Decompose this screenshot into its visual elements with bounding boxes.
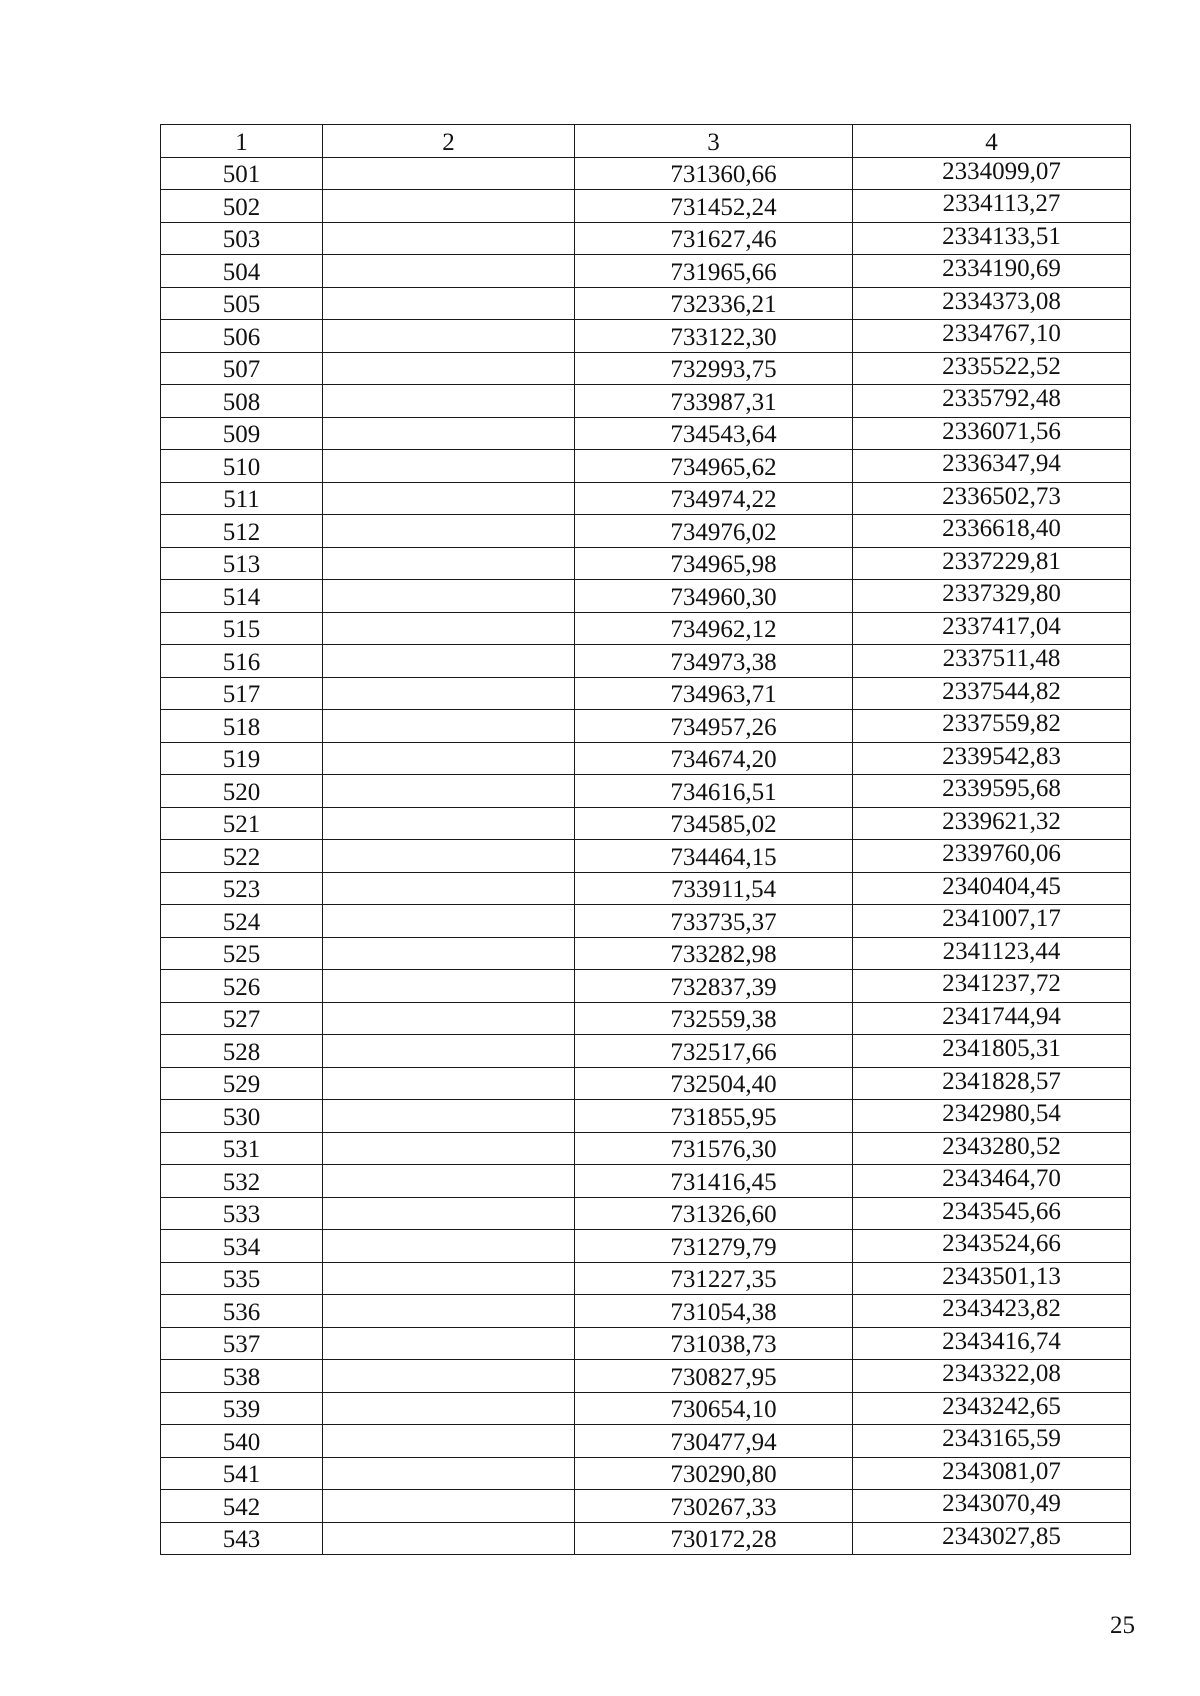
table-cell-col-1: 512: [161, 515, 323, 548]
table-cell-col-4: 2343027,85: [853, 1522, 1131, 1555]
table-cell-col-4: 2339595,68: [853, 775, 1131, 808]
table-cell-col-1: 504: [161, 255, 323, 288]
table-row: [161, 775, 1131, 808]
table-cell-col-1: 505: [161, 287, 323, 320]
table-cell-col-1: 516: [161, 645, 323, 678]
table-row: [161, 547, 1131, 580]
table-cell-col-4: 2337329,80: [853, 580, 1131, 613]
table-cell-col-1: 540: [161, 1425, 323, 1458]
table-cell-col-3: 730290,80: [575, 1457, 853, 1490]
table-cell-col-2: [323, 612, 575, 645]
table-cell-col-2: [323, 710, 575, 743]
table-cell-col-3: 734976,02: [575, 515, 853, 548]
table-cell-col-3: 731416,45: [575, 1165, 853, 1198]
table-row: [161, 742, 1131, 775]
table-cell-col-1: 517: [161, 677, 323, 710]
page-number: 25: [1110, 1612, 1135, 1639]
table-row: [161, 417, 1131, 450]
table-cell-col-2: [323, 157, 575, 190]
table-row: [161, 190, 1131, 223]
table-row: [161, 515, 1131, 548]
table-cell-col-4: 2336502,73: [853, 482, 1131, 515]
table-cell-col-2: [323, 222, 575, 255]
table-cell-col-2: [323, 515, 575, 548]
table-cell-col-4: 2334373,08: [853, 287, 1131, 320]
table-cell-col-2: [323, 190, 575, 223]
table-cell-col-1: 518: [161, 710, 323, 743]
table-cell-col-3: 730477,94: [575, 1425, 853, 1458]
table-cell-col-4: 2335522,52: [853, 352, 1131, 385]
table-cell-col-3: 732837,39: [575, 970, 853, 1003]
table-cell-col-3: 731965,66: [575, 255, 853, 288]
table-cell-col-4: 2341744,94: [853, 1002, 1131, 1035]
table-cell-col-4: 2341828,57: [853, 1067, 1131, 1100]
table-cell-col-2: [323, 547, 575, 580]
table-row: [161, 1327, 1131, 1360]
table-cell-col-4: 2336071,56: [853, 417, 1131, 450]
table-cell-col-4: 2334099,07: [853, 157, 1131, 190]
table-cell-col-4: 2336347,94: [853, 450, 1131, 483]
table-row: [161, 1230, 1131, 1263]
table-cell-col-1: 543: [161, 1522, 323, 1555]
table-row: [161, 677, 1131, 710]
table-cell-col-4: 2337229,81: [853, 547, 1131, 580]
table-cell-col-3: 730827,95: [575, 1360, 853, 1393]
table-cell-col-4: 2339621,32: [853, 807, 1131, 840]
table-cell-col-2: [323, 807, 575, 840]
table-cell-col-3: 734963,71: [575, 677, 853, 710]
table-cell-col-3: 733282,98: [575, 937, 853, 970]
table-cell-col-3: 731627,46: [575, 222, 853, 255]
table-cell-col-4: 2337559,82: [853, 710, 1131, 743]
table-cell-col-2: [323, 1425, 575, 1458]
table-cell-col-2: [323, 1197, 575, 1230]
table-cell-col-1: 508: [161, 385, 323, 418]
table-cell-col-3: 734957,26: [575, 710, 853, 743]
table-row: [161, 352, 1131, 385]
table-cell-col-1: 528: [161, 1035, 323, 1068]
column-header-2: 2: [323, 125, 575, 158]
table-cell-col-2: [323, 742, 575, 775]
table-cell-col-3: 733735,37: [575, 905, 853, 938]
table-cell-col-1: 520: [161, 775, 323, 808]
table-cell-col-4: 2334133,51: [853, 222, 1131, 255]
table-cell-col-3: 734965,98: [575, 547, 853, 580]
table-cell-col-2: [323, 1360, 575, 1393]
table-cell-col-3: 732559,38: [575, 1002, 853, 1035]
table-cell-col-1: 515: [161, 612, 323, 645]
table-cell-col-4: 2343280,52: [853, 1132, 1131, 1165]
table-row: [161, 385, 1131, 418]
table-cell-col-2: [323, 1522, 575, 1555]
table-row: [161, 1522, 1131, 1555]
table-row: [161, 157, 1131, 190]
table-cell-col-1: 530: [161, 1100, 323, 1133]
table-cell-col-2: [323, 385, 575, 418]
table-cell-col-1: 539: [161, 1392, 323, 1425]
table-cell-col-4: 2339760,06: [853, 840, 1131, 873]
table-cell-col-3: 733122,30: [575, 320, 853, 353]
table-cell-col-4: 2334113,27: [853, 190, 1131, 223]
table-cell-col-3: 731576,30: [575, 1132, 853, 1165]
table-row: [161, 1132, 1131, 1165]
table-cell-col-4: 2334767,10: [853, 320, 1131, 353]
table-cell-col-2: [323, 645, 575, 678]
table-cell-col-2: [323, 1295, 575, 1328]
table-cell-col-4: 2343524,66: [853, 1230, 1131, 1263]
table-row: [161, 222, 1131, 255]
table-cell-col-3: 730654,10: [575, 1392, 853, 1425]
table-cell-col-3: 732993,75: [575, 352, 853, 385]
table-cell-col-4: 2341237,72: [853, 970, 1131, 1003]
table-cell-col-4: 2342980,54: [853, 1100, 1131, 1133]
table-cell-col-3: 731855,95: [575, 1100, 853, 1133]
table-row: [161, 482, 1131, 515]
table-cell-col-4: 2341805,31: [853, 1035, 1131, 1068]
table-cell-col-3: 734543,64: [575, 417, 853, 450]
table-cell-col-2: [323, 1035, 575, 1068]
table-cell-col-2: [323, 1392, 575, 1425]
table-cell-col-3: 734585,02: [575, 807, 853, 840]
table-row: [161, 1392, 1131, 1425]
table-cell-col-1: 541: [161, 1457, 323, 1490]
table-cell-col-1: 509: [161, 417, 323, 450]
table-row: [161, 1035, 1131, 1068]
table-cell-col-2: [323, 1327, 575, 1360]
table-row: [161, 710, 1131, 743]
table-cell-col-3: 731054,38: [575, 1295, 853, 1328]
table-cell-col-1: 536: [161, 1295, 323, 1328]
table-row: [161, 255, 1131, 288]
table-row: [161, 1262, 1131, 1295]
table-cell-col-1: 522: [161, 840, 323, 873]
table-cell-col-2: [323, 417, 575, 450]
table-cell-col-1: 524: [161, 905, 323, 938]
table-row: [161, 1067, 1131, 1100]
table-cell-col-2: [323, 1132, 575, 1165]
coordinates-table: [160, 124, 1131, 1555]
table-cell-col-1: 537: [161, 1327, 323, 1360]
table-cell-col-3: 733911,54: [575, 872, 853, 905]
table-cell-col-4: 2343165,59: [853, 1425, 1131, 1458]
table-row: [161, 872, 1131, 905]
table-cell-col-3: 732504,40: [575, 1067, 853, 1100]
table-cell-col-4: 2343081,07: [853, 1457, 1131, 1490]
table-cell-col-1: 538: [161, 1360, 323, 1393]
column-header-1: 1: [161, 125, 323, 158]
table-cell-col-2: [323, 872, 575, 905]
table-cell-col-1: 531: [161, 1132, 323, 1165]
table-cell-col-1: 513: [161, 547, 323, 580]
table-cell-col-2: [323, 970, 575, 1003]
table-cell-col-1: 529: [161, 1067, 323, 1100]
table-cell-col-4: 2341007,17: [853, 905, 1131, 938]
table-cell-col-2: [323, 287, 575, 320]
table-cell-col-2: [323, 580, 575, 613]
table-cell-col-1: 526: [161, 970, 323, 1003]
table-cell-col-3: 734973,38: [575, 645, 853, 678]
table-cell-col-2: [323, 320, 575, 353]
table-cell-col-2: [323, 482, 575, 515]
table-cell-col-4: 2336618,40: [853, 515, 1131, 548]
table-cell-col-2: [323, 775, 575, 808]
table-cell-col-1: 519: [161, 742, 323, 775]
table-cell-col-1: 542: [161, 1490, 323, 1523]
table-cell-col-2: [323, 255, 575, 288]
table-row: [161, 1002, 1131, 1035]
table-row: [161, 807, 1131, 840]
table-cell-col-4: 2343464,70: [853, 1165, 1131, 1198]
table-row: [161, 1165, 1131, 1198]
table-cell-col-3: 731227,35: [575, 1262, 853, 1295]
table-cell-col-3: 730267,33: [575, 1490, 853, 1523]
table-cell-col-1: 534: [161, 1230, 323, 1263]
table-cell-col-2: [323, 937, 575, 970]
table-cell-col-1: 503: [161, 222, 323, 255]
table-row: [161, 320, 1131, 353]
table-cell-col-1: 527: [161, 1002, 323, 1035]
table-cell-col-1: 507: [161, 352, 323, 385]
table-cell-col-3: 731326,60: [575, 1197, 853, 1230]
table-cell-col-2: [323, 1262, 575, 1295]
table-cell-col-1: 521: [161, 807, 323, 840]
table-row: [161, 580, 1131, 613]
column-header-3: 3: [575, 125, 853, 158]
table-cell-col-4: 2340404,45: [853, 872, 1131, 905]
table-cell-col-3: 734616,51: [575, 775, 853, 808]
table-row: [161, 1197, 1131, 1230]
table-cell-col-4: 2343501,13: [853, 1262, 1131, 1295]
table-cell-col-3: 732517,66: [575, 1035, 853, 1068]
table-cell-col-3: 734464,15: [575, 840, 853, 873]
table-cell-col-2: [323, 840, 575, 873]
table-cell-col-4: 2343423,82: [853, 1295, 1131, 1328]
table-cell-col-3: 731279,79: [575, 1230, 853, 1263]
table-cell-col-3: 731360,66: [575, 157, 853, 190]
table-row: [161, 970, 1131, 1003]
table-row: [161, 612, 1131, 645]
table-row: [161, 840, 1131, 873]
table-cell-col-2: [323, 1490, 575, 1523]
table-cell-col-3: 732336,21: [575, 287, 853, 320]
table-cell-col-2: [323, 905, 575, 938]
table-cell-col-3: 731452,24: [575, 190, 853, 223]
table-cell-col-4: 2339542,83: [853, 742, 1131, 775]
table-cell-col-3: 734674,20: [575, 742, 853, 775]
table-cell-col-1: 511: [161, 482, 323, 515]
table-row: [161, 645, 1131, 678]
header-row: [161, 125, 1131, 158]
table-cell-col-4: 2343416,74: [853, 1327, 1131, 1360]
table-row: [161, 1360, 1131, 1393]
table-row: [161, 1100, 1131, 1133]
table-cell-col-1: 510: [161, 450, 323, 483]
table-row: [161, 1295, 1131, 1328]
table-row: [161, 937, 1131, 970]
table-cell-col-1: 523: [161, 872, 323, 905]
table-cell-col-3: 734965,62: [575, 450, 853, 483]
table-cell-col-4: 2334190,69: [853, 255, 1131, 288]
table-cell-col-1: 533: [161, 1197, 323, 1230]
table-cell-col-3: 734960,30: [575, 580, 853, 613]
table-row: [161, 1490, 1131, 1523]
table-cell-col-4: 2343545,66: [853, 1197, 1131, 1230]
table-cell-col-2: [323, 1067, 575, 1100]
table-cell-col-4: 2343070,49: [853, 1490, 1131, 1523]
table-row: [161, 1457, 1131, 1490]
table-cell-col-1: 525: [161, 937, 323, 970]
table-row: [161, 287, 1131, 320]
table-cell-col-4: 2341123,44: [853, 937, 1131, 970]
table-row: [161, 1425, 1131, 1458]
table-cell-col-1: 535: [161, 1262, 323, 1295]
table-cell-col-1: 502: [161, 190, 323, 223]
table-cell-col-1: 514: [161, 580, 323, 613]
table-cell-col-2: [323, 352, 575, 385]
table-cell-col-4: 2337511,48: [853, 645, 1131, 678]
table-cell-col-2: [323, 677, 575, 710]
column-header-4: 4: [853, 125, 1131, 158]
table-cell-col-4: 2335792,48: [853, 385, 1131, 418]
table-cell-col-2: [323, 1230, 575, 1263]
table-cell-col-2: [323, 1002, 575, 1035]
table-row: [161, 905, 1131, 938]
table-cell-col-4: 2343322,08: [853, 1360, 1131, 1393]
table-cell-col-4: 2337544,82: [853, 677, 1131, 710]
table-cell-col-1: 506: [161, 320, 323, 353]
table-cell-col-3: 734962,12: [575, 612, 853, 645]
table-row: [161, 450, 1131, 483]
table-cell-col-4: 2337417,04: [853, 612, 1131, 645]
table-cell-col-2: [323, 1457, 575, 1490]
table-cell-col-2: [323, 450, 575, 483]
table-cell-col-1: 532: [161, 1165, 323, 1198]
table-cell-col-2: [323, 1100, 575, 1133]
table-cell-col-3: 730172,28: [575, 1522, 853, 1555]
table-cell-col-1: 501: [161, 157, 323, 190]
table-cell-col-4: 2343242,65: [853, 1392, 1131, 1425]
table-cell-col-3: 733987,31: [575, 385, 853, 418]
table-body: [161, 157, 1131, 1555]
table-cell-col-2: [323, 1165, 575, 1198]
table-cell-col-3: 734974,22: [575, 482, 853, 515]
table-cell-col-3: 731038,73: [575, 1327, 853, 1360]
